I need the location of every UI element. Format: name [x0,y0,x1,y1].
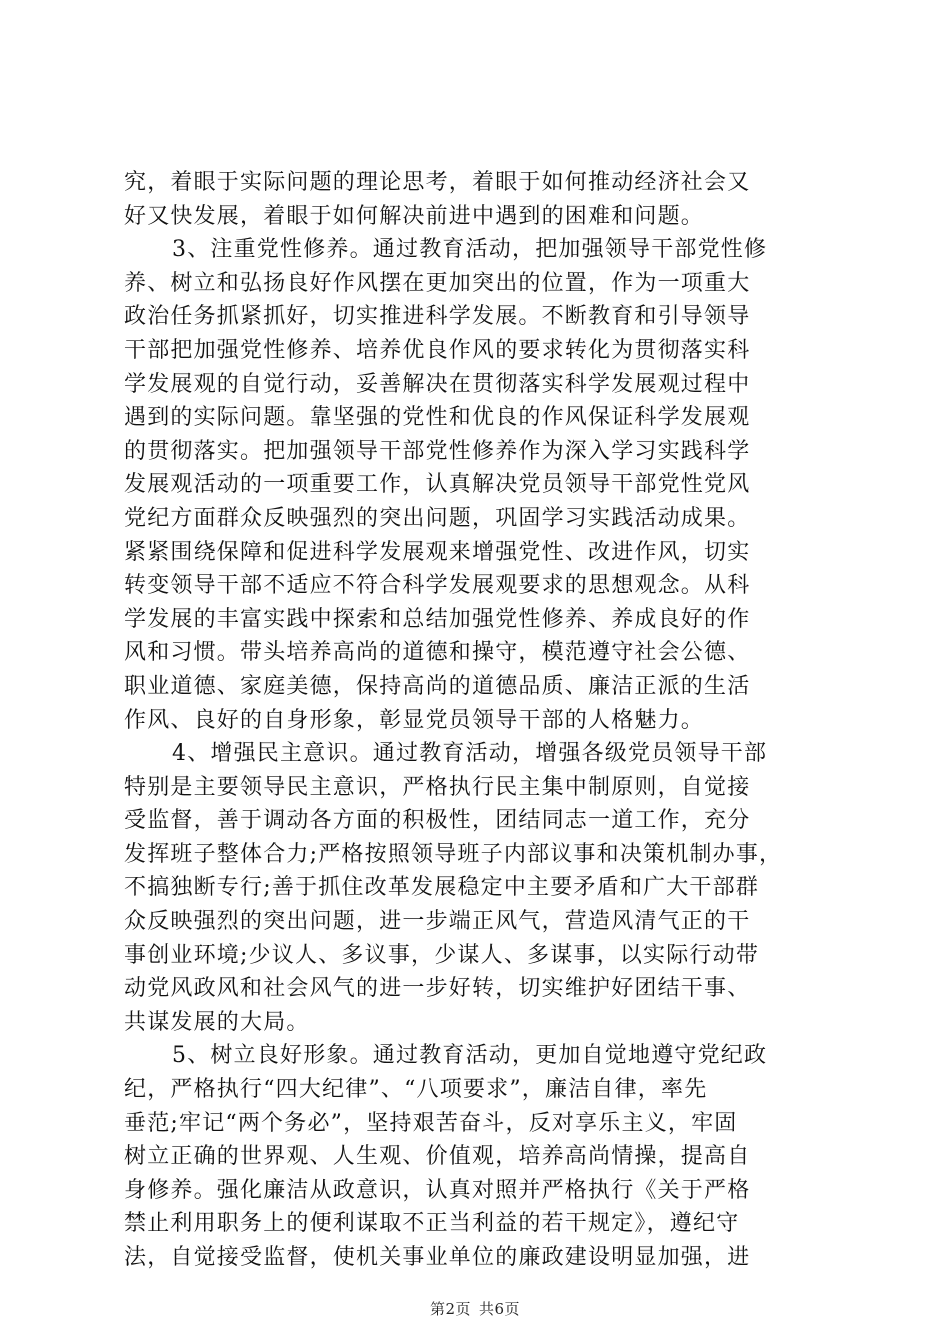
page-total: 共6页 [479,1300,521,1318]
text-line: 党纪方面群众反映强烈的突出问题，巩固学习实践活动成果。 [124,505,751,531]
text-line: 纪，严格执行“四大纪律”、“八项要求”，廉洁自律，率先 [124,1077,708,1103]
text-line: 事创业环境;少议人、多议事，少谋人、多谋事，以实际行动带 [124,942,760,968]
text-line: 不搞独断专行;善于抓住改革发展稳定中主要矛盾和广大干部群 [124,875,760,901]
text-line: 紧紧围绕保障和促进科学发展观来增强党性、改进作风，切实 [124,539,751,565]
text-line: 发挥班子整体合力;严格按照领导班子内部议事和决策机制办事， [124,841,783,867]
text-line: 特别是主要领导民主意识，严格执行民主集中制原则，自觉接 [124,774,751,800]
text-line: 树立正确的世界观、人生观、价值观，培养高尚情操，提高自 [124,1144,751,1170]
document-body [124,166,834,1275]
text-line: 3、注重党性修养。通过教育活动，把加强领导干部党性修 [172,237,768,263]
text-line: 垂范;牢记“两个务必”，坚持艰苦奋斗，反对享乐主义，牢固 [124,1110,738,1136]
text-line: 作风、良好的自身形象，彰显党员领导干部的人格魅力。 [124,707,705,733]
text-line: 好又快发展，着眼于如何解决前进中遇到的困难和问题。 [124,203,705,229]
text-line: 受监督，善于调动各方面的积极性，团结同志一道工作，充分 [124,808,751,834]
text-line: 法，自觉接受监督，使机关事业单位的廉政建设明显加强，进 [124,1245,751,1270]
text-line: 遇到的实际问题。靠坚强的党性和优良的作风保证科学发展观 [124,405,751,431]
text-line: 养、树立和弘扬良好作风摆在更加突出的位置，作为一项重大 [124,270,751,296]
page-number: 第2页 [429,1300,471,1318]
text-line: 学发展的丰富实践中探索和总结加强党性修养、养成良好的作 [124,606,751,632]
text-line: 学发展观的自觉行动，妥善解决在贯彻落实科学发展观过程中 [124,371,751,397]
text-line: 众反映强烈的突出问题，进一步端正风气，营造风清气正的干 [124,909,751,935]
text-line: 发展观活动的一项重要工作，认真解决党员领导干部党性党风 [124,472,751,498]
text-line: 转变领导干部不适应不符合科学发展观要求的思想观念。从科 [124,573,751,599]
text-line: 政治任务抓紧抓好，切实推进科学发展。不断教育和引导领导 [124,304,751,330]
text-line: 干部把加强党性修养、培养优良作风的要求转化为贯彻落实科 [124,337,751,363]
text-line: 的贯彻落实。把加强领导干部党性修养作为深入学习实践科学 [124,438,751,464]
text-line: 5、树立良好形象。通过教育活动，更加自觉地遵守党纪政 [172,1043,768,1069]
text-line: 4、增强民主意识。通过教育活动，增强各级党员领导干部 [172,741,768,767]
page-footer [0,1298,950,1319]
text-line: 究，着眼于实际问题的理论思考，着眼于如何推动经济社会又 [124,170,751,195]
text-line: 动党风政风和社会风气的进一步好转，切实维护好团结干事、 [124,976,751,1002]
text-line: 职业道德、家庭美德，保持高尚的道德品质、廉洁正派的生活 [124,673,751,699]
text-line: 身修养。强化廉洁从政意识，认真对照并严格执行《关于严格 [124,1177,751,1203]
text-line: 风和习惯。带头培养高尚的道德和操守，模范遵守社会公德、 [124,640,751,666]
text-line: 禁止利用职务上的便利谋取不正当利益的若干规定》，遵纪守 [124,1211,740,1237]
text-line: 共谋发展的大局。 [124,1009,310,1035]
